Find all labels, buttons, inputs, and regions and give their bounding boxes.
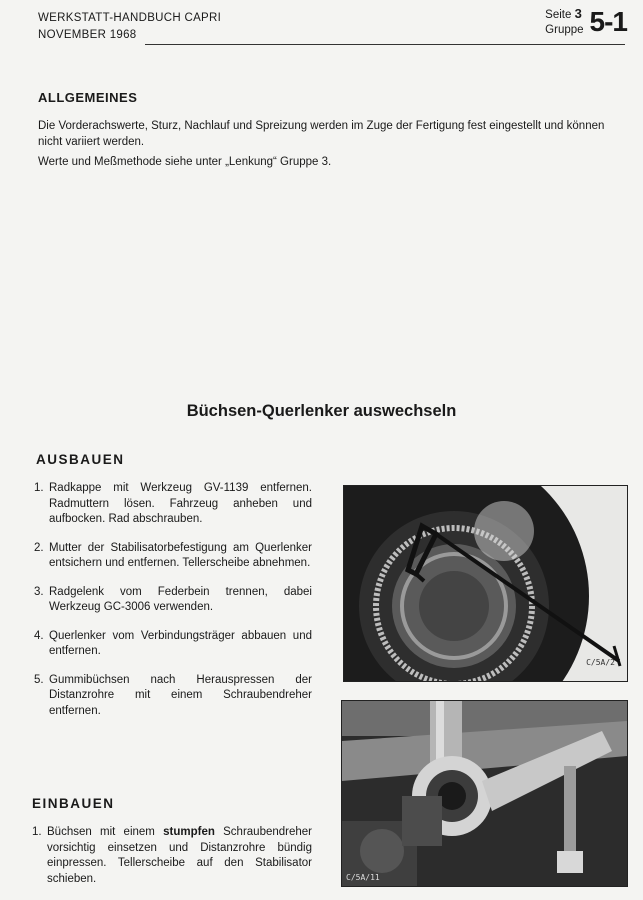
list-item [34, 629, 312, 660]
gruppe-label: Gruppe [545, 24, 584, 36]
allgemeines-paragraph-1: Die Vorderachswerte, Sturz, Nachlauf und Spreizung werden im Zuge der Fertigung fest eingestellt und können nicht variiert werden. [38, 120, 605, 148]
photo-caption: C/5A/11 [346, 873, 380, 882]
step-text-post: Schraubendreher vorsichtig einsetzen und Distanzrohre bündig einpressen. Tellerscheibe auf den Stabilisator schieben. [47, 826, 313, 885]
step-text [47, 825, 312, 887]
step-text: Radkappe mit Werkzeug GV-1139 entfernen. Radmuttern lösen. Fahrzeug anheben und aufbocken. Rad abschrauben. [49, 482, 312, 525]
list-item [34, 673, 312, 720]
ausbauen-heading: AUSBAUEN [36, 452, 125, 467]
step-number: 1. [32, 826, 42, 838]
photo-caption: C/5A/2 [586, 658, 615, 667]
header-right [545, 4, 627, 40]
step-text-emphasis: stumpfen [163, 826, 215, 838]
einbauen-steps [32, 825, 312, 900]
photo-wheel-hub-tool [343, 485, 628, 682]
seite-number: 3 [574, 6, 582, 21]
allgemeines-heading: ALLGEMEINES [38, 90, 138, 105]
list-item [34, 585, 312, 616]
step-text: Gummibüchsen nach Herauspressen der Distanzrohre mit einem Schraubendreher entfernen. [49, 673, 312, 717]
step-text-pre: Büchsen mit einem [47, 826, 155, 838]
manual-date: NOVEMBER 1968 [38, 29, 137, 41]
step-number: 1. [34, 482, 44, 494]
einbauen-heading: EINBAUEN [32, 796, 115, 811]
step-text: Querlenker vom Verbindungsträger abbauen und entfernen. [49, 629, 312, 657]
step-text: Mutter der Stabilisatorbefestigung am Querlenker entsichern und entfernen. Tellerscheibe abnehmen. [49, 541, 312, 569]
seite-label: Seite [545, 9, 572, 21]
ausbauen-steps [34, 481, 312, 732]
group-number: 5-1 [589, 6, 627, 37]
step-number: 2. [34, 541, 44, 554]
list-item [34, 481, 312, 528]
step-text: Radgelenk vom Federbein trennen, dabei Werkzeug GC-3006 verwenden. [49, 585, 312, 613]
header-left [38, 10, 221, 44]
step-number: 3. [34, 585, 44, 598]
list-item [32, 825, 312, 887]
step-number: 4. [34, 629, 44, 642]
manual-title: WERKSTATT-HANDBUCH CAPRI [38, 12, 222, 24]
page-group-labels [545, 4, 583, 38]
allgemeines-paragraph-2: Werte und Meßmethode siehe unter „Lenkung“ Gruppe 3. [38, 156, 332, 168]
step-number: 5. [34, 673, 44, 686]
photo-control-arm-press [341, 700, 628, 887]
list-item [34, 541, 312, 572]
section-title: Büchsen-Querlenker auswechseln [186, 402, 457, 420]
header-rule [145, 44, 625, 45]
